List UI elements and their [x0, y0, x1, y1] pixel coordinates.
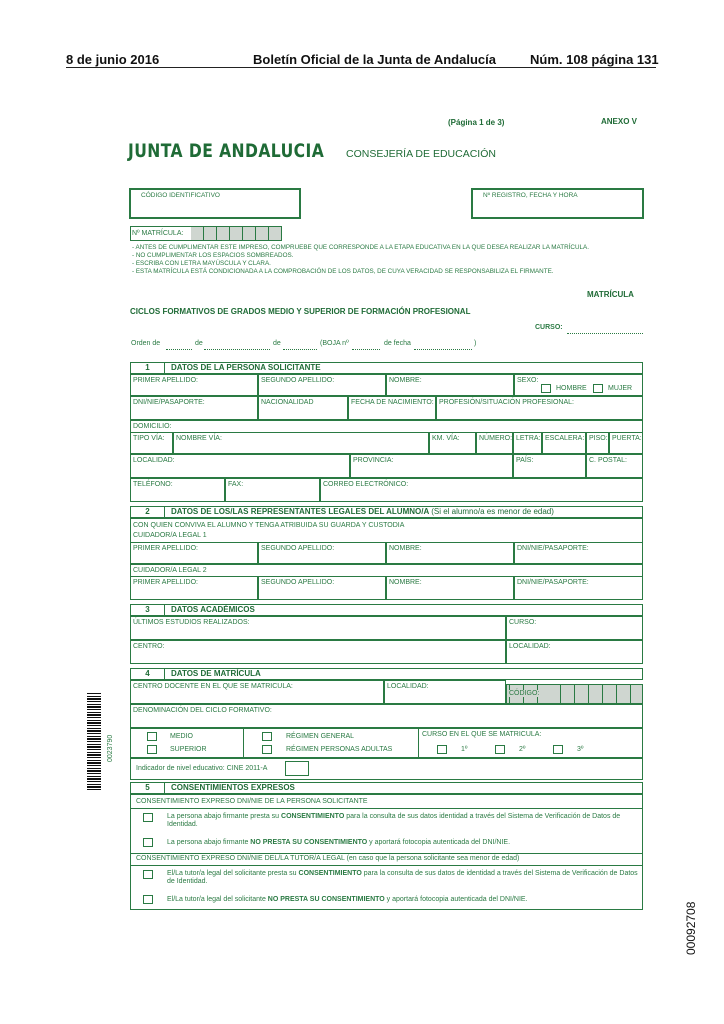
legal2-primer-apellido[interactable]: PRIMER APELLIDO:	[130, 576, 258, 600]
consent-text: y aportará fotocopia autenticada del DNI/NIE.	[367, 839, 511, 846]
indicador-field[interactable]	[285, 761, 309, 776]
segundo-apellido-field[interactable]: SEGUNDO APELLIDO:	[258, 374, 386, 396]
section-title: DATOS DE LOS/LAS REPRESENTANTES LEGALES DEL ALUMNO/A	[171, 507, 429, 516]
curso-3-checkbox[interactable]	[553, 745, 563, 754]
consent-3-text	[167, 870, 639, 886]
consent-1-checkbox[interactable]	[143, 813, 153, 822]
fecha-nacimiento-field[interactable]: FECHA DE NACIMIENTO:	[348, 396, 436, 420]
localidad-matricula-field[interactable]: LOCALIDAD:	[384, 680, 506, 704]
ultimos-estudios-field[interactable]: ÚLTIMOS ESTUDIOS REALIZADOS:	[130, 616, 506, 640]
order-year-field[interactable]	[283, 342, 317, 350]
curso-3-label: 3º	[577, 746, 584, 753]
divider	[418, 728, 419, 758]
divider	[130, 853, 643, 854]
id-code-box[interactable]	[129, 188, 301, 219]
mujer-checkbox[interactable]	[593, 384, 603, 393]
medio-checkbox[interactable]	[147, 732, 157, 741]
annex-label: ANEXO V	[601, 117, 638, 126]
curso-2-checkbox[interactable]	[495, 745, 505, 754]
centro-docente-field[interactable]: CENTRO DOCENTE EN EL QUE SE MATRICULA:	[130, 680, 384, 704]
header-date: 8 de junio 2016	[66, 52, 160, 67]
telefono-field[interactable]: TELÉFONO:	[130, 478, 225, 502]
hombre-checkbox[interactable]	[541, 384, 551, 393]
localidad-field[interactable]: LOCALIDAD:	[130, 454, 350, 478]
id-code-label: CÓDIGO IDENTIFICATIVO	[141, 192, 220, 199]
instruction-line: - ESTA MATRÍCULA ESTÁ CONDICIONADA A LA COMPROBACIÓN DE LOS DATOS, DE CUYA VERACIDAD SE RESPONSABILIZA EL FIRMANTE.	[132, 268, 554, 275]
consent-keyword: CONSENTIMIENTO	[281, 813, 345, 820]
consent-4-text	[167, 896, 639, 904]
curso-field[interactable]	[567, 326, 643, 334]
custody-intro: CON QUIEN CONVIVA EL ALUMNO Y TENGA ATRIBUIDA SU GUARDA Y CUSTODIA	[133, 522, 405, 529]
profesion-field[interactable]: PROFESIÓN/SITUACIÓN PROFESIONAL:	[436, 396, 643, 420]
hombre-label: HOMBRE	[556, 385, 587, 392]
consent-keyword: CONSENTIMIENTO	[298, 870, 362, 877]
sexo-label: SEXO:	[517, 377, 539, 384]
legal2-segundo-apellido[interactable]: SEGUNDO APELLIDO:	[258, 576, 386, 600]
section-4-header	[130, 668, 643, 680]
puerta-field[interactable]: PUERTA:	[609, 432, 643, 454]
curso-1-checkbox[interactable]	[437, 745, 447, 754]
curso-academico-field[interactable]: CURSO:	[506, 616, 643, 640]
consent-3-checkbox[interactable]	[143, 870, 153, 879]
page-of: (Página 1 de 3)	[448, 118, 505, 127]
numero-field[interactable]: NÚMERO:	[476, 432, 513, 454]
instructions	[132, 244, 632, 276]
order-de1: de	[195, 340, 203, 347]
section-number: 4	[131, 669, 165, 679]
provincia-field[interactable]: PROVINCIA:	[350, 454, 513, 478]
divider	[130, 865, 643, 866]
denominacion-field[interactable]: DENOMINACIÓN DEL CICLO FORMATIVO:	[130, 704, 643, 728]
regimen-general-label: RÉGIMEN GENERAL	[286, 733, 355, 740]
order-fecha: de fecha	[384, 340, 411, 347]
section-number: 5	[131, 783, 165, 793]
divider	[130, 808, 643, 809]
consent-text: para la consulta de sus datos de identidad a través del Sistema de Verificación de Datos de Identidad.	[167, 870, 638, 885]
tipo-via-field[interactable]: TIPO VÍA:	[130, 432, 173, 454]
section-title: DATOS DE MATRÍCULA	[171, 669, 261, 678]
enrollment-number-cells	[191, 227, 282, 240]
registry-box[interactable]	[471, 188, 644, 219]
legal1-segundo-apellido[interactable]: SEGUNDO APELLIDO:	[258, 542, 386, 564]
consent-2-checkbox[interactable]	[143, 838, 153, 847]
order-label: Orden de	[131, 340, 161, 347]
section-title: CONSENTIMIENTOS EXPRESOS	[171, 783, 295, 792]
section-title: DATOS ACADÉMICOS	[171, 605, 255, 614]
curso-label: CURSO:	[535, 324, 563, 331]
consent-text: para la consulta de sus datos identidad a través del Sistema de Verificación de Datos de Identidad.	[167, 813, 621, 828]
header-journal: Boletín Oficial de la Junta de Andalucía	[253, 52, 496, 67]
ministry-name: CONSEJERÍA DE EDUCACIÓN	[346, 148, 496, 160]
section-number: 3	[131, 605, 165, 615]
correo-field[interactable]: CORREO ELECTRÓNICO:	[320, 478, 643, 502]
escalera-field[interactable]: ESCALERA:	[542, 432, 586, 454]
consent-sub1: CONSENTIMIENTO EXPRESO DNI/NIE DE LA PERSONA SOLICITANTE	[136, 798, 368, 805]
header-issue: Núm. 108 página 131	[530, 52, 659, 67]
nombre-via-field[interactable]: NOMBRE VÍA:	[173, 432, 429, 454]
legal2-dni[interactable]: DNI/NIE/PASAPORTE:	[514, 576, 643, 600]
codigo-label: CÓDIGO:	[509, 690, 540, 697]
instruction-line: - NO CUMPLIMENTAR LOS ESPACIOS SOMBREADOS.	[132, 252, 294, 259]
section-title: DATOS DE LA PERSONA SOLICITANTE	[171, 363, 321, 372]
consent-text: El/La tutor/a legal del solicitante	[167, 896, 268, 903]
junta-logo: JUNTA DE ANDALUCIA	[128, 140, 325, 162]
legal2-nombre[interactable]: NOMBRE:	[386, 576, 514, 600]
curso-matricula-label: CURSO EN EL QUE SE MATRICULA:	[422, 731, 542, 738]
section-number: 2	[131, 507, 165, 517]
codigo-postal-field[interactable]: C. POSTAL:	[586, 454, 643, 478]
legal1-nombre[interactable]: NOMBRE:	[386, 542, 514, 564]
enrollment-number-box[interactable]	[130, 226, 282, 241]
medio-label: MEDIO	[170, 733, 193, 740]
consent-keyword: NO PRESTA SU CONSENTIMIENTO	[267, 896, 385, 903]
barcode-image	[87, 692, 101, 790]
localidad-centro-field[interactable]: LOCALIDAD:	[506, 640, 643, 664]
fax-field[interactable]: FAX:	[225, 478, 320, 502]
section-5-header	[130, 782, 643, 794]
matricula-label: MATRÍCULA	[587, 290, 634, 299]
barcode-number: 0023790	[107, 734, 114, 762]
consent-text: El/La tutor/a legal del solicitante presta su	[167, 870, 299, 877]
registry-label: Nº REGISTRO, FECHA Y HORA	[483, 192, 578, 199]
curso-2-label: 2º	[519, 746, 526, 753]
page-code: 00092708	[684, 901, 698, 955]
regimen-adultas-checkbox[interactable]	[262, 745, 272, 754]
header-rule	[66, 67, 656, 68]
consent-keyword: NO PRESTA SU CONSENTIMIENTO	[250, 839, 368, 846]
section-1-header	[130, 362, 643, 374]
pais-field[interactable]: PAÍS:	[513, 454, 586, 478]
enrollment-number-label: Nº MATRÍCULA:	[132, 230, 184, 237]
divider	[243, 728, 244, 758]
letra-field[interactable]: LETRA:	[513, 432, 542, 454]
km-via-field[interactable]: KM. VÍA:	[429, 432, 476, 454]
regimen-adultas-label: RÉGIMEN PERSONAS ADULTAS	[286, 746, 393, 753]
section-number: 1	[131, 363, 165, 373]
legal1-dni[interactable]: DNI/NIE/PASAPORTE:	[514, 542, 643, 564]
mujer-label: MUJER	[608, 385, 633, 392]
nombre-field[interactable]: NOMBRE:	[386, 374, 514, 396]
instruction-line: - ESCRIBA CON LETRA MAYÚSCULA Y CLARA.	[132, 260, 271, 267]
section-2-intro	[130, 518, 643, 542]
legal1-primer-apellido[interactable]: PRIMER APELLIDO:	[130, 542, 258, 564]
regimen-general-checkbox[interactable]	[262, 732, 272, 741]
nacionalidad-field[interactable]: NACIONALIDAD	[258, 396, 348, 420]
dni-field[interactable]: DNI/NIE/PASAPORTE:	[130, 396, 258, 420]
form-title: CICLOS FORMATIVOS DE GRADOS MEDIO Y SUPERIOR DE FORMACIÓN PROFESIONAL	[130, 307, 471, 316]
order-day-field[interactable]	[204, 342, 270, 350]
indicador-label: Indicador de nivel educativo: CINE 2011-A	[136, 765, 268, 772]
consent-1-text	[167, 813, 639, 829]
codigo-centro-field	[506, 684, 643, 704]
piso-field[interactable]: PISO:	[586, 432, 609, 454]
superior-label: SUPERIOR	[170, 746, 207, 753]
consent-text: y aportará fotocopia autenticada del DNI/NIE.	[384, 896, 528, 903]
order-number-field[interactable]	[166, 342, 192, 350]
grado-regimen-row	[130, 728, 643, 758]
consent-2-text	[167, 839, 639, 847]
primer-apellido-field[interactable]: PRIMER APELLIDO:	[130, 374, 258, 396]
section-3-header	[130, 604, 643, 616]
consent-block	[130, 794, 643, 910]
boja-date-field[interactable]	[414, 342, 472, 350]
legal-1-label: CUIDADOR/A LEGAL 1	[133, 532, 207, 539]
consent-text: La persona abajo firmante presta su	[167, 813, 282, 820]
superior-checkbox[interactable]	[147, 745, 157, 754]
section-2-header	[130, 506, 643, 518]
curso-1-label: 1º	[461, 746, 468, 753]
centro-field[interactable]: CENTRO:	[130, 640, 506, 664]
order-boja: (BOJA nº	[320, 340, 349, 347]
domicilio-label: DOMICILIO:	[130, 420, 643, 432]
boja-number-field[interactable]	[352, 342, 380, 350]
order-de2: de	[273, 340, 281, 347]
instruction-line: - ANTES DE CUMPLIMENTAR ESTE IMPRESO, COMPRUEBE QUE CORRESPONDE A LA ETAPA EDUCATIVA EN LA QUE DESEA REALIZAR LA MATRÍCULA.	[132, 244, 589, 251]
legal-2-label: CUIDADOR/A LEGAL 2	[130, 564, 643, 576]
consent-4-checkbox[interactable]	[143, 895, 153, 904]
order-close: )	[474, 340, 477, 347]
consent-text: La persona abajo firmante	[167, 839, 251, 846]
section-note: (Si el alumno/a es menor de edad)	[431, 507, 554, 516]
consent-sub2: CONSENTIMIENTO EXPRESO DNI/NIE DEL/LA TUTOR/A LEGAL (en caso que la persona solicitante sea menor de edad)	[136, 855, 520, 862]
